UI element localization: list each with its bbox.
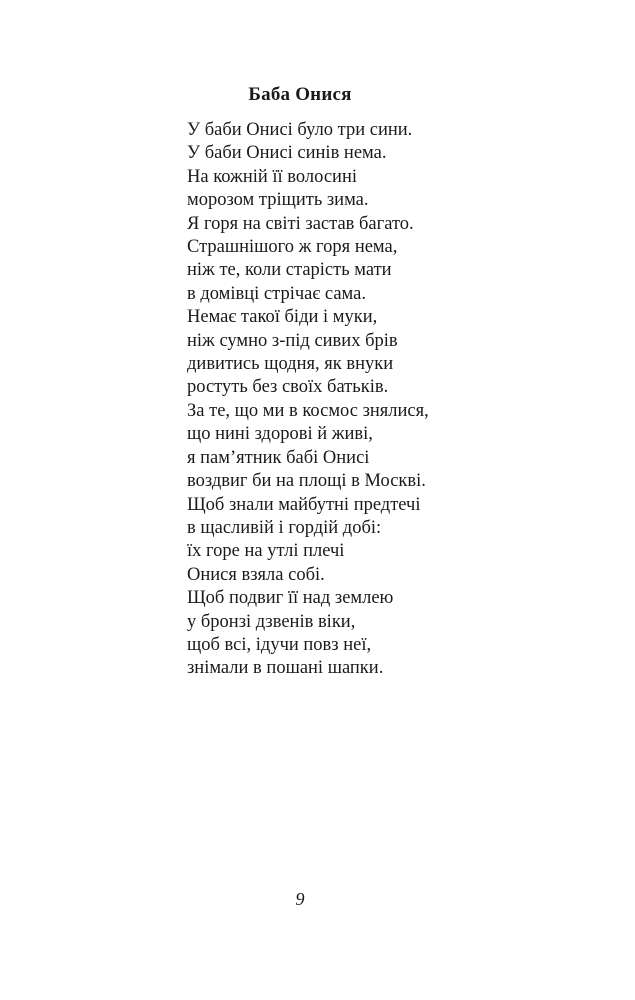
page-number: 9 [295,889,305,909]
poem-line: в щасливій і гордій добі: [187,517,382,538]
poem-line: що нині здорові й живі, [187,424,373,445]
poem-line: я пам’ятник бабі Онисі [187,447,370,468]
poem-line: ніж сумно з-під сивих брів [187,330,398,351]
poem-line: У баби Онисі було три сини. [187,120,413,140]
poem-line: у бронзі дзвенів віки, [187,611,356,632]
poem-line: знімали в пошані шапки. [187,658,384,679]
poem-line: ростуть без своїх батьків. [187,377,389,398]
poem-line: ніж те, коли старість мати [187,260,392,281]
poem-line: Страшнішого ж горя нема, [187,237,398,258]
poem-line: воздвиг би на площі в Москві. [187,471,426,492]
poem-line: Я горя на світі застав багато. [187,213,414,234]
poem-line: їх горе на утлі плечі [187,541,345,562]
poem-line: За те, що ми в космос знялися, [187,400,429,421]
poem-line: в домівці стрічає сама. [187,283,366,304]
poem-line: щоб всі, ідучи повз неї, [187,634,372,655]
poem-line: дивитись щодня, як внуки [187,354,394,375]
poem-title: Баба Онися [248,84,352,105]
poem-line: Немає такої біди і муки, [187,307,378,328]
poem-body [187,119,429,681]
poem-line: морозом тріщить зима. [187,190,369,211]
poem-line: Щоб подвиг її над землею [187,588,394,609]
poem-line: На кожній її волосині [187,166,357,187]
poem-line: У баби Онисі синів нема. [187,143,387,164]
poem-line: Онися взяла собі. [187,564,325,585]
poem-line: Щоб знали майбутні предтечі [187,494,421,515]
